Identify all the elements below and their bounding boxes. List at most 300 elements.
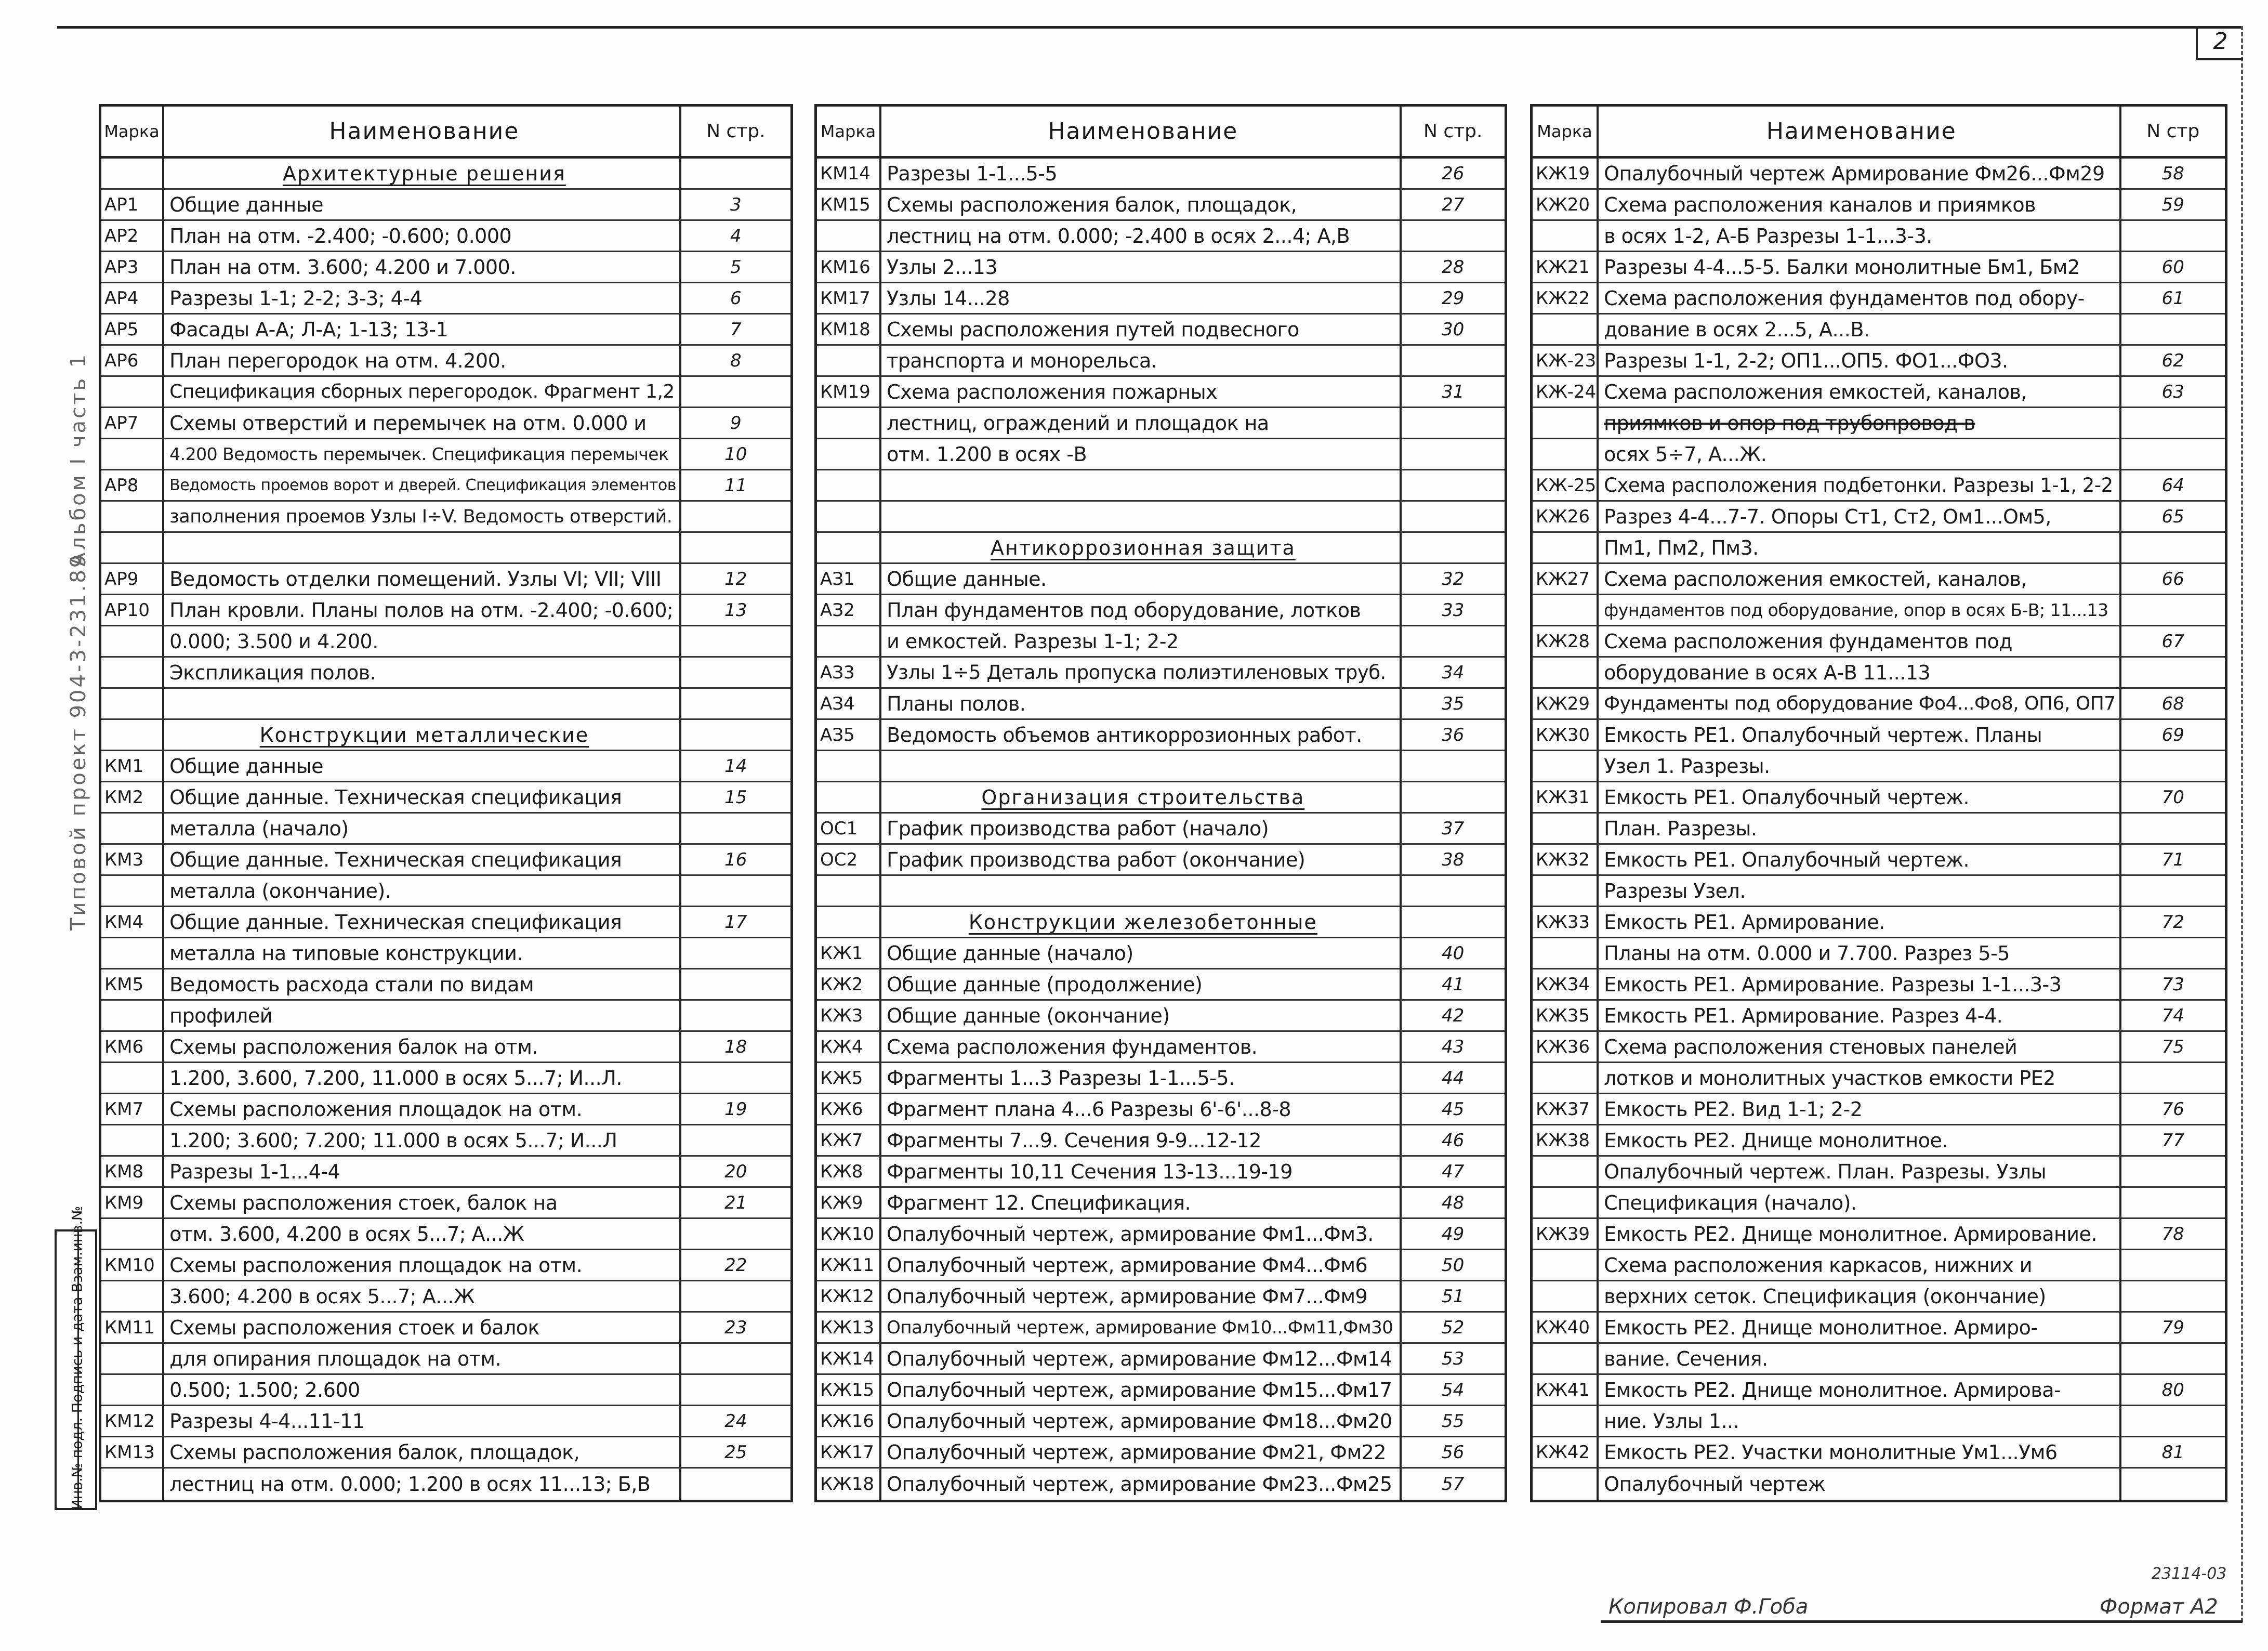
drawing-title-text: Разрезы Узел. [1604,879,1746,902]
drawing-title [1599,658,2121,687]
page-number [1402,408,1505,438]
drawing-mark [817,346,881,375]
drawing-title-text: лестниц на отм. 0.000; 1.200 в осях 11...13; Б,В [169,1473,651,1496]
table-row [1533,1281,2225,1313]
page-number [1402,658,1505,687]
table-row [817,190,1505,221]
page-number-text: 44 [1442,1067,1465,1089]
drawing-title [1599,1125,2121,1155]
drawing-title-text: фундаментов под оборудование, опор в осях Б-В; 11...13 [1604,600,2108,620]
page-number [1402,1094,1505,1124]
page-number-text: 32 [1442,568,1465,589]
drawing-mark [101,1281,164,1311]
page-number [2121,1219,2225,1249]
drawing-title [164,595,681,625]
drawing-title-text: График производства работ (начало) [887,817,1269,840]
contents-table-middle [814,104,1507,1502]
header-name [164,107,681,156]
table-row [1533,1063,2225,1094]
page-number-text: 73 [2161,974,2184,995]
table-row [1533,689,2225,720]
page-number-text: 29 [1442,287,1465,309]
drawing-title-text: Узлы 2...13 [887,255,998,279]
drawing-mark [817,1437,881,1467]
drawing-title-text: Схема расположения фундаментов под обору- [1604,286,2085,310]
table-row [101,595,790,626]
page-number [681,1188,790,1217]
table-row [1533,782,2225,814]
table-row [1533,626,2225,658]
drawing-title [1599,1406,2121,1436]
drawing-mark [817,159,881,188]
drawing-title-text: Емкость РЕ2. Вид 1-1; 2-2 [1604,1097,1863,1121]
drawing-title [1599,720,2121,750]
page-number [681,1406,790,1436]
table-row [1533,845,2225,876]
drawing-mark [1533,689,1599,718]
page-number [1402,1032,1505,1062]
table-header [817,107,1505,159]
page-number [681,1125,790,1155]
drawing-mark [101,969,164,999]
drawing-title-text: 1.200, 3.600, 7.200, 11.000 в осях 5...7; И...Л. [169,1066,622,1090]
page-number-text: 81 [2161,1442,2184,1463]
page-number [2121,377,2225,407]
drawing-mark [1533,626,1599,656]
drawing-mark [817,377,881,407]
table-row [101,689,790,720]
drawing-mark [817,1281,881,1311]
drawing-title [164,782,681,812]
page-number-text: 43 [1442,1036,1465,1057]
drawing-mark [101,689,164,718]
page-number [1402,159,1505,188]
drawing-mark-text: КЖ27 [1536,568,1590,589]
drawing-title [164,190,681,219]
drawing-title-text: металла на типовые конструкции. [169,941,523,965]
page-number [2121,1188,2225,1217]
drawing-title [1599,439,2121,469]
header-name [881,107,1401,156]
drawing-title [881,1250,1401,1280]
drawing-title-text: транспорта и монорельса. [887,349,1157,372]
drawing-mark [817,658,881,687]
section-title [881,782,1401,812]
drawing-mark [101,1437,164,1467]
page-number [2121,533,2225,562]
drawing-title-text: Схемы расположения балок, площадок, [887,193,1297,216]
page-number [2121,751,2225,781]
table-row [1533,1001,2225,1032]
table-row [101,252,790,283]
drawing-title [164,533,681,562]
page-number [1402,1001,1505,1030]
table-header [101,107,790,159]
drawing-title-text: профилей [169,1004,272,1027]
drawing-mark [1533,907,1599,937]
table-row [101,1188,790,1219]
page-number [681,190,790,219]
drawing-mark [817,564,881,594]
drawing-mark-text: ОС1 [820,818,858,839]
drawing-title-text: 0.000; 3.500 и 4.200. [169,630,378,653]
drawing-mark-text: КЖ41 [1536,1379,1590,1400]
drawing-mark-text: КЖ6 [820,1098,863,1120]
table-row [817,658,1505,689]
drawing-title [881,283,1401,313]
drawing-title-text: Фрагмент 12. Спецификация. [887,1191,1191,1214]
page-number [1402,1375,1505,1405]
table-row [101,1313,790,1344]
page-number [681,845,790,874]
drawing-title [881,159,1401,188]
drawing-mark-text: АЗ5 [820,724,855,745]
table-row [817,814,1505,845]
section-heading-row [101,720,790,751]
drawing-title [881,564,1401,594]
contents-table-right [1530,104,2227,1502]
drawing-title [164,221,681,251]
drawing-title-text: Общие данные. Техническая спецификация [169,848,622,871]
drawing-mark [101,814,164,843]
drawing-mark-text: КЖ26 [1536,506,1590,527]
project-label: Типовой проект 904-3-231.89 [67,552,90,931]
drawing-mark-text: АР7 [104,412,139,434]
page-number [1402,1188,1505,1217]
drawing-title [881,1469,1401,1500]
drawing-mark-text: КЖ38 [1536,1130,1590,1151]
page-number-text: 6 [730,287,742,309]
drawing-title [1599,1157,2121,1186]
drawing-mark-text: КЖ-24 [1536,381,1597,402]
drawing-mark [101,252,164,282]
page-number [681,782,790,812]
drawing-title [164,1375,681,1405]
drawing-mark [817,1157,881,1186]
drawing-mark-text: КМ19 [820,381,871,402]
drawing-mark [817,1094,881,1124]
drawing-mark [1533,751,1599,781]
drawing-mark-text: КМ16 [820,256,871,278]
drawing-title-text: План на отм. 3.600; 4.200 и 7.000. [169,255,516,279]
copied-by: Копировал Ф.Гоба [1608,1595,1809,1619]
drawing-title [1599,969,2121,999]
drawing-title-text: Разрезы 1-1; 2-2; 3-3; 4-4 [169,286,423,310]
page-number [1402,1437,1505,1467]
section-title-text: Конструкции металлические [259,723,589,746]
header-page-text: N стр. [706,121,766,142]
drawing-mark-text: КЖ12 [820,1286,875,1307]
drawing-mark-text: КМ18 [820,319,871,340]
page-number [681,658,790,687]
drawing-mark [817,1344,881,1373]
section-heading-row [817,533,1505,564]
table-row [817,751,1505,782]
drawing-mark-text: КЖ13 [820,1317,875,1338]
page-number-text: 42 [1442,1005,1465,1026]
table-row [101,1281,790,1313]
drawing-title-text: Общие данные (окончание) [887,1004,1170,1027]
table-row [1533,720,2225,751]
drawing-mark [1533,782,1599,812]
drawing-title [881,470,1401,500]
drawing-mark [101,1219,164,1249]
drawing-mark [1533,969,1599,999]
drawing-mark [1533,470,1599,500]
page-number-text: 55 [1442,1410,1465,1432]
page-number [2121,1094,2225,1124]
page-number-text: 18 [724,1036,747,1057]
page-number [681,1437,790,1467]
page-number-text: 35 [1442,693,1465,714]
drawing-title [1599,689,2121,718]
page-number [681,502,790,531]
page-number-text: 12 [724,568,747,589]
drawing-mark [101,782,164,812]
table-row [101,533,790,564]
drawing-mark-text: КЖ1 [820,942,863,964]
page-number [681,377,790,407]
drawing-mark-text: КЖ37 [1536,1098,1590,1120]
table-row [1533,1125,2225,1157]
table-row [817,1219,1505,1250]
page-number [1402,1344,1505,1373]
page-number [2121,1344,2225,1373]
drawing-mark [817,1219,881,1249]
page-number [681,595,790,625]
drawing-title [881,845,1401,874]
drawing-title [1599,1281,2121,1311]
drawing-title [164,283,681,313]
table-row [817,689,1505,720]
page-number [2121,1313,2225,1342]
album-label: Альбом I часть 1 [67,352,90,567]
table-row [1533,1313,2225,1344]
page-number [681,221,790,251]
page-number [2121,1157,2225,1186]
drawing-title-text: Опалубочный чертеж, армирование Фм7...Фм9 [887,1285,1368,1308]
header-name-text: Наименование [1766,118,1957,145]
page-number-text: 60 [2161,256,2184,278]
table-row [817,346,1505,377]
drawing-title-text: оборудование в осях А-В 11...13 [1604,661,1931,684]
drawing-title-text: Опалубочный чертеж, армирование Фм1...Фм3. [887,1222,1374,1246]
drawing-title-text: Фрагмент плана 4...6 Разрезы 6'-6'...8-8 [887,1097,1291,1121]
page-number [681,938,790,968]
page-number [2121,408,2225,438]
section-title-text: Антикоррозионная защита [990,536,1296,559]
header-mark [817,107,881,156]
table-row [101,782,790,814]
page-number [1402,1250,1505,1280]
drawing-title-text: Опалубочный чертеж. План. Разрезы. Узлы [1604,1160,2047,1183]
page-number [681,1281,790,1311]
drawing-title-text: Фрагменты 1...3 Разрезы 1-1...5-5. [887,1066,1235,1090]
page-number-text: 47 [1442,1161,1465,1182]
table-row [101,1469,790,1500]
table-row [101,1250,790,1281]
drawing-title-text: Опалубочный чертеж [1604,1473,1826,1496]
page-number [2121,470,2225,500]
drawing-title-text: Спецификация (начало). [1604,1191,1857,1214]
drawing-mark [817,1032,881,1062]
header-mark-text: Марка [1537,121,1592,141]
page-number [681,1313,790,1342]
drawing-mark [1533,1157,1599,1186]
drawing-mark [817,1406,881,1436]
table-row [1533,907,2225,938]
page-number [681,252,790,282]
page-number [681,346,790,375]
page-number [681,470,790,500]
page-number [681,439,790,469]
drawing-title [1599,283,2121,313]
drawing-title-text: Разрезы 4-4...11-11 [169,1409,365,1433]
drawing-mark [817,1375,881,1405]
drawing-mark-text: КМ15 [820,194,871,215]
drawing-title-text: Опалубочный чертеж, армирование Фм21, Фм22 [887,1440,1387,1464]
page-number-text: 69 [2161,724,2184,745]
table-row [1533,377,2225,408]
drawing-mark [101,190,164,219]
section-title [881,533,1401,562]
table-row [817,1437,1505,1469]
drawing-title [881,252,1401,282]
drawing-mark [101,1375,164,1405]
page-number-text: 10 [724,443,747,465]
drawing-title [1599,221,2121,251]
approval-stamp [55,1206,97,1510]
drawing-title [164,845,681,874]
page-number [1402,221,1505,251]
drawing-title-text: Схемы расположения стоек и балок [169,1316,539,1339]
drawing-mark-text: КМ11 [104,1317,155,1338]
page-number-text: 80 [2161,1379,2184,1400]
drawing-title [1599,315,2121,344]
drawing-title-text: План на отм. -2.400; -0.600; 0.000 [169,224,512,247]
table-row [817,720,1505,751]
drawing-mark [817,938,881,968]
drawing-mark-text: КЖ-23 [1536,350,1597,371]
page-number [2121,252,2225,282]
drawing-title [1599,1094,2121,1124]
drawing-mark-text: АЗ1 [820,568,855,589]
drawing-title [881,346,1401,375]
page-number [1402,190,1505,219]
table-row [817,439,1505,470]
page-number-text: 9 [730,412,742,434]
page-number-text: 79 [2161,1317,2184,1338]
drawing-title [1599,159,2121,188]
drawing-title-text: Емкость РЕ2. Днище монолитное. Армирова- [1604,1378,2061,1401]
drawing-title-text: 3.600; 4.200 в осях 5...7; А...Ж [169,1285,475,1308]
page-number [2121,502,2225,531]
drawing-title-text: Схема расположения фундаментов. [887,1035,1258,1058]
drawing-mark [101,1125,164,1155]
table-row [101,626,790,658]
drawing-title [881,502,1401,531]
table-row [101,1094,790,1125]
page-number-text: 76 [2161,1098,2184,1120]
drawing-title [164,1281,681,1311]
table-row [1533,502,2225,533]
drawing-title-text: Фундаменты под оборудование Фо4...Фо8, ОП6, ОП7 [1604,693,2116,714]
page-number-text: 46 [1442,1130,1465,1151]
table-row [101,1406,790,1437]
drawing-title [1599,595,2121,625]
table-row [817,470,1505,502]
drawing-mark [1533,845,1599,874]
drawing-title [1599,938,2121,968]
page-number [1402,439,1505,469]
drawing-title [164,1063,681,1093]
drawing-title [881,1188,1401,1217]
drawing-title-text: Емкость РЕ2. Участки монолитные Ум1...Ум6 [1604,1440,2058,1464]
drawing-mark-text: АР2 [104,225,139,246]
page-number-text: 67 [2161,631,2184,652]
table-row [817,283,1505,315]
drawing-mark-text: КЖ39 [1536,1223,1590,1244]
drawing-mark [1533,533,1599,562]
table-row [1533,658,2225,689]
drawing-title-text: Разрезы 1-1, 2-2; ОП1...ОП5. ФО1...ФО3. [1604,349,2008,372]
drawing-title [1599,1219,2121,1249]
table-row [1533,252,2225,283]
section-title [164,159,681,188]
drawing-title [164,1344,681,1373]
page-number [681,1469,790,1500]
drawing-mark [1533,283,1599,313]
drawing-title [164,1188,681,1217]
drawing-title-text: вание. Сечения. [1604,1347,1768,1370]
page-number-text: 14 [724,755,747,777]
drawing-mark-text: КЖ11 [820,1254,875,1276]
drawing-title [881,876,1401,906]
page-number [1402,1281,1505,1311]
drawing-title [164,408,681,438]
drawing-title [1599,346,2121,375]
page-number-text: 8 [730,350,742,371]
drawing-mark [1533,1063,1599,1093]
header-mark [1533,107,1599,156]
table-row [101,283,790,315]
drawing-title [164,439,681,469]
page-number [2121,1281,2225,1311]
drawing-title [1599,1063,2121,1093]
page-number-text: 15 [724,787,747,808]
page-number-text: 74 [2161,1005,2184,1026]
drawing-title [881,1032,1401,1062]
page-number-text: 4 [730,225,742,246]
page-number [681,1094,790,1124]
drawing-mark-text: КЖ32 [1536,849,1590,870]
page-number [681,1250,790,1280]
drawing-title-text: Опалубочный чертеж, армирование Фм4...Фм6 [887,1253,1368,1277]
section-heading-row [101,159,790,190]
drawing-mark-text: АР9 [104,568,139,589]
drawing-title [881,1094,1401,1124]
page-number [681,1157,790,1186]
page-number-text: 3 [730,194,742,215]
drawing-mark [101,1094,164,1124]
drawing-title-text: Планы на отм. 0.000 и 7.700. Разрез 5-5 [1604,941,2010,965]
drawing-title-text: Схема расположения подбетонки. Разрезы 1-1, 2-2 [1604,474,2113,496]
drawing-title [1599,1469,2121,1500]
page-number [1402,502,1505,531]
drawing-mark-text: КМ17 [820,287,871,309]
contents-table-left [99,104,793,1502]
drawing-title-text: для опирания площадок на отм. [169,1347,502,1370]
